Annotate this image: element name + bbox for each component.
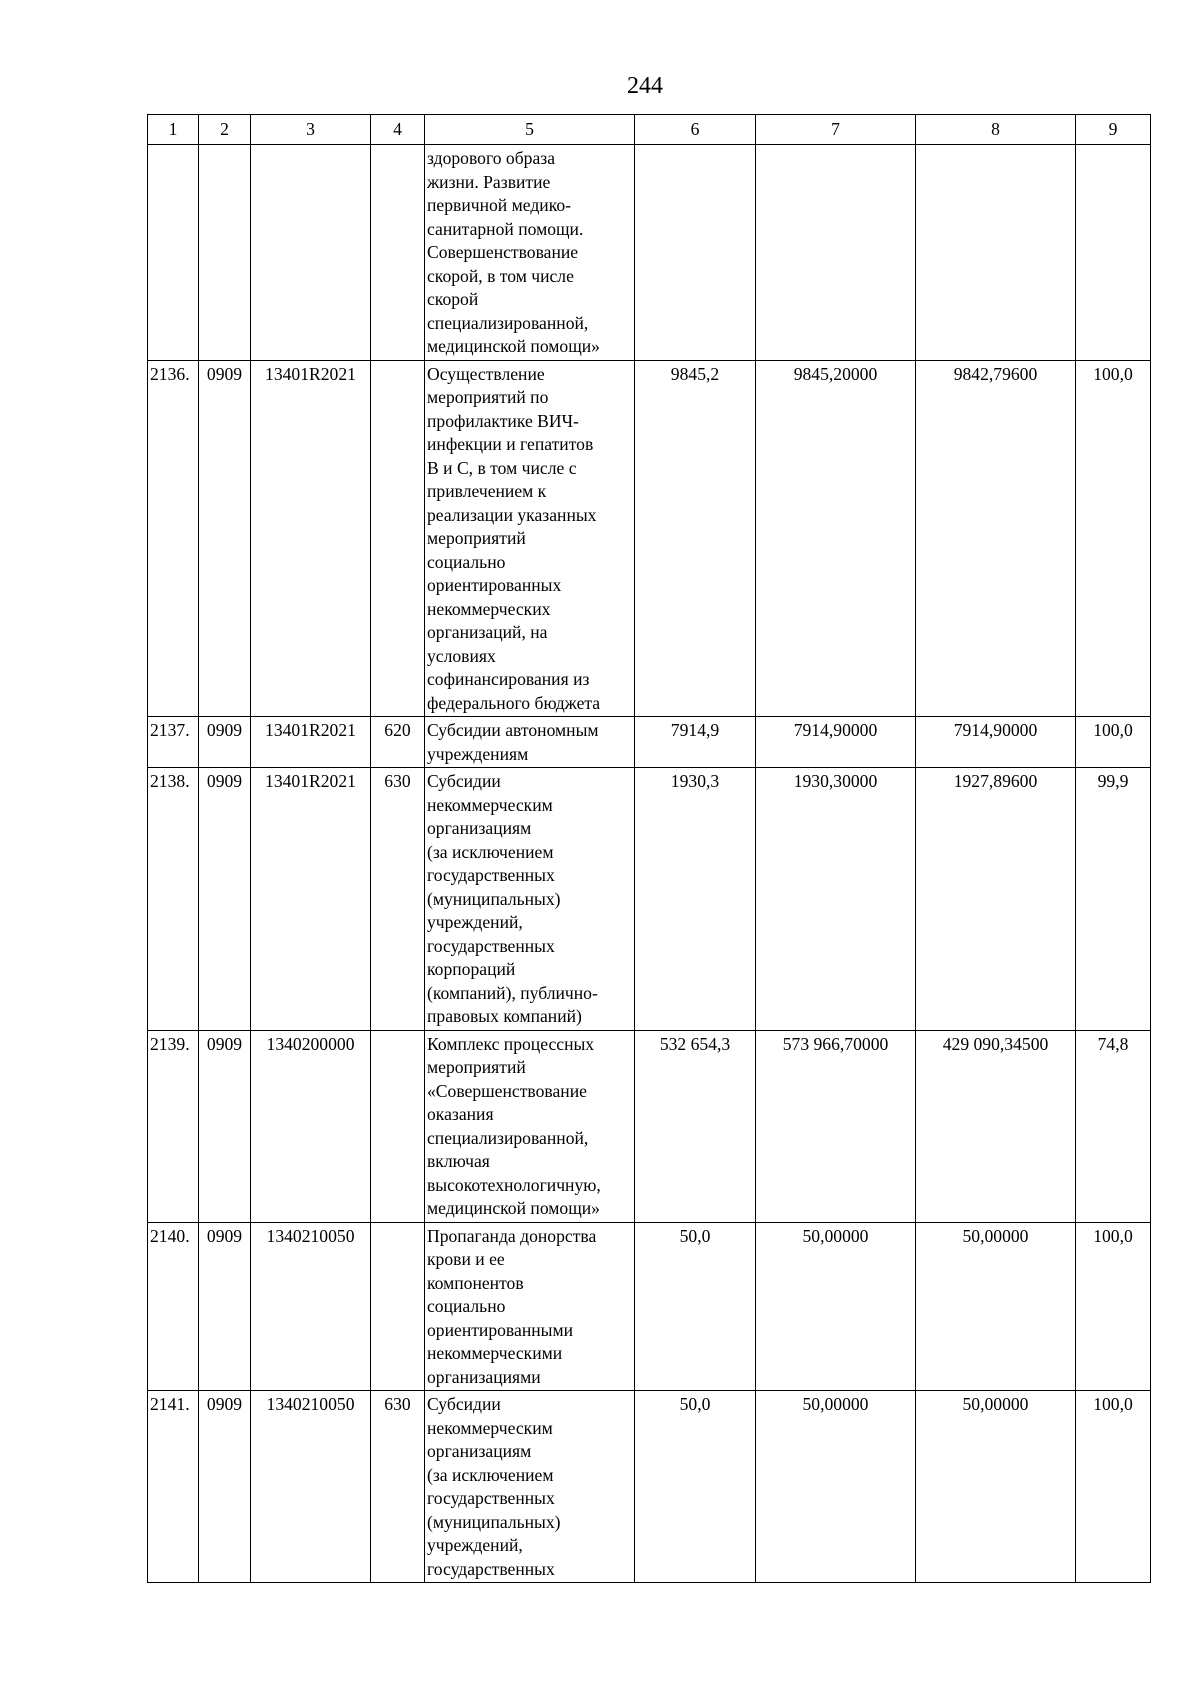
column-header: 5 [425,115,635,145]
section-code-cell: 0909 [199,1222,251,1391]
approved-amount-cell: 1930,3 [635,768,756,1031]
description-line: учреждений, [427,1535,523,1555]
section-code-cell: 0909 [199,717,251,768]
expense-type-cell [371,1030,425,1222]
description-line: софинансирования из [427,669,590,689]
execution-percent-cell: 74,8 [1076,1030,1151,1222]
description-line: скорой [427,289,479,309]
table-row [148,1222,1151,1391]
description-line: Субсидии автономным [427,720,599,740]
executed-amount-cell: 1927,89600 [916,768,1076,1031]
description-line: (за исключением [427,841,554,862]
description-line: Комплекс процессных [427,1033,595,1054]
description-line: привлечением к [427,481,547,501]
description-line: «Совершенствование [427,1080,587,1101]
table-row [148,145,1151,361]
description-line: организациям [427,1441,532,1461]
description-line: (муниципальных) [427,1511,561,1532]
description-line: Субсидии [427,771,501,791]
description-line: Субсидии [427,1394,501,1414]
executed-amount-cell: 50,00000 [916,1222,1076,1391]
execution-percent-cell [1076,145,1151,361]
description-line: правовых компаний) [427,1006,582,1026]
table-row [148,768,1151,1031]
description-cell [425,717,635,768]
column-header: 6 [635,115,756,145]
section-code-cell: 0909 [199,1391,251,1583]
description-line: Пропаганда донорства [427,1225,597,1246]
description-line: медицинской помощи» [427,336,600,356]
description-line: крови и ее [427,1249,505,1269]
description-line: специализированной, [427,1127,589,1148]
description-line: (компаний), публично- [427,982,598,1003]
section-code-cell: 0909 [199,768,251,1031]
approved-amount-cell: 50,0 [635,1222,756,1391]
description-line: скорой, в том числе [427,265,574,286]
table-row [148,717,1151,768]
budget-table [147,114,1151,1583]
expense-type-cell: 630 [371,1391,425,1583]
description-line: Совершенствование [427,242,579,262]
description-line: организаций, на [427,622,548,642]
description-line: государственных [427,935,555,956]
description-line: мероприятий [427,1057,526,1077]
approved-amount-cell [635,145,756,361]
description-line: медицинской помощи» [427,1198,600,1218]
table-row [148,360,1151,717]
target-article-cell: 13401R2021 [251,717,371,768]
description-line: профилактике ВИЧ- [427,410,579,431]
row-number-cell [148,145,199,361]
execution-percent-cell: 99,9 [1076,768,1151,1031]
executed-amount-cell: 429 090,34500 [916,1030,1076,1222]
column-header: 4 [371,115,425,145]
description-cell [425,768,635,1031]
expense-type-cell [371,145,425,361]
column-header: 9 [1076,115,1151,145]
description-line: Осуществление [427,363,545,384]
description-line: санитарной помощи. [427,218,584,239]
executed-amount-cell: 9842,79600 [916,360,1076,717]
description-line: специализированной, [427,312,589,333]
description-cell [425,360,635,717]
execution-percent-cell: 100,0 [1076,717,1151,768]
header-row [148,115,1151,145]
description-line: корпораций [427,959,516,979]
section-code-cell: 0909 [199,1030,251,1222]
expense-type-cell: 620 [371,717,425,768]
execution-percent-cell: 100,0 [1076,1222,1151,1391]
description-line: первичной медико- [427,195,572,215]
description-cell [425,1222,635,1391]
description-line: некоммерческих [427,598,551,619]
revised-amount-cell: 7914,90000 [756,717,916,768]
description-cell [425,145,635,361]
description-line: организациями [427,1366,541,1387]
target-article-cell: 1340210050 [251,1391,371,1583]
executed-amount-cell [916,145,1076,361]
expense-type-cell [371,1222,425,1391]
target-article-cell: 1340200000 [251,1030,371,1222]
row-number-cell: 2137. [148,717,199,768]
revised-amount-cell: 573 966,70000 [756,1030,916,1222]
executed-amount-cell: 7914,90000 [916,717,1076,768]
column-header: 1 [148,115,199,145]
row-number-cell: 2139. [148,1030,199,1222]
description-line: инфекции и гепатитов [427,434,594,454]
approved-amount-cell: 532 654,3 [635,1030,756,1222]
description-cell [425,1391,635,1583]
description-line: учреждений, [427,912,523,932]
revised-amount-cell: 50,00000 [756,1222,916,1391]
target-article-cell [251,145,371,361]
expense-type-cell: 630 [371,768,425,1031]
execution-percent-cell: 100,0 [1076,1391,1151,1583]
table-row [148,1391,1151,1583]
description-line: организациям [427,818,532,838]
approved-amount-cell: 9845,2 [635,360,756,717]
executed-amount-cell: 50,00000 [916,1391,1076,1583]
description-line: включая [427,1151,490,1171]
description-line: оказания [427,1104,494,1124]
description-line: компонентов [427,1272,524,1293]
column-header: 2 [199,115,251,145]
revised-amount-cell: 50,00000 [756,1391,916,1583]
description-line: ориентированных [427,575,562,595]
description-line: государственных [427,865,555,885]
description-line: некоммерческим [427,1417,553,1438]
target-article-cell: 13401R2021 [251,360,371,717]
description-line: мероприятий по [427,387,549,407]
description-line: (муниципальных) [427,888,561,909]
table-row [148,1030,1151,1222]
row-number-cell: 2136. [148,360,199,717]
page-number: 244 [627,73,663,99]
target-article-cell: 13401R2021 [251,768,371,1031]
row-number-cell: 2140. [148,1222,199,1391]
revised-amount-cell: 1930,30000 [756,768,916,1031]
row-number-cell: 2141. [148,1391,199,1583]
target-article-cell: 1340210050 [251,1222,371,1391]
section-code-cell: 0909 [199,360,251,717]
description-line: мероприятий [427,528,526,548]
description-line: реализации указанных [427,504,597,525]
revised-amount-cell [756,145,916,361]
description-line: ориентированными [427,1319,574,1340]
approved-amount-cell: 50,0 [635,1391,756,1583]
description-line: (за исключением [427,1464,554,1485]
description-cell [425,1030,635,1222]
description-line: учреждениям [427,743,529,764]
column-header: 7 [756,115,916,145]
column-header: 3 [251,115,371,145]
expense-type-cell [371,360,425,717]
execution-percent-cell: 100,0 [1076,360,1151,717]
description-line: жизни. Развитие [427,171,551,192]
approved-amount-cell: 7914,9 [635,717,756,768]
revised-amount-cell: 9845,20000 [756,360,916,717]
description-line: федерального бюджета [427,692,601,713]
description-line: социально [427,551,506,572]
description-line: государственных [427,1558,555,1579]
table-body [148,145,1151,1583]
description-line: государственных [427,1488,555,1508]
description-line: высокотехнологичную, [427,1174,601,1195]
column-header: 8 [916,115,1076,145]
description-line: социально [427,1296,506,1316]
description-line: некоммерческими [427,1343,563,1363]
description-line: некоммерческим [427,794,553,815]
description-line: В и С, в том числе с [427,457,577,478]
description-line: здорового образа [427,148,556,168]
row-number-cell: 2138. [148,768,199,1031]
section-code-cell [199,145,251,361]
description-line: условиях [427,645,496,666]
